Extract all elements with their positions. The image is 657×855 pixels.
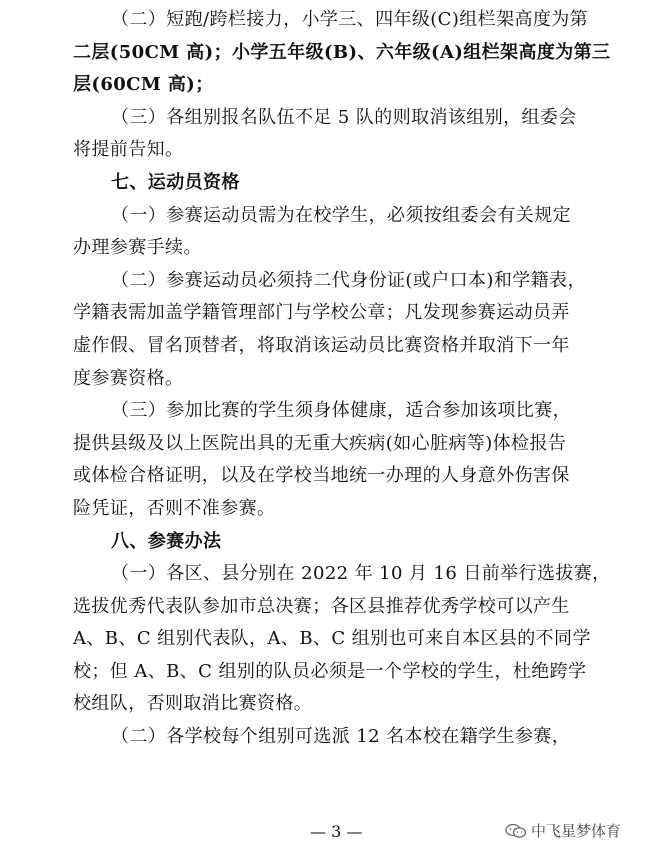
paragraph-line: 校；但 A、B、C 组别的队员必须是一个学校的学生，杜绝跨学 (73, 660, 587, 682)
wechat-icon (505, 823, 527, 839)
paragraph-line: （三）各组别报名队伍不足 5 队的则取消该组别，组委会 (111, 106, 577, 128)
paragraph-line: （二）各学校每个组别可选派 12 名本校在籍学生参赛， (111, 726, 571, 748)
page-footer (0, 816, 657, 848)
paragraph-line: 虚作假、冒名顶替者，将取消该运动员比赛资格并取消下一年 (73, 334, 570, 356)
paragraph-line: 层(60CM 高)； (73, 74, 214, 96)
paragraph-line: （三）参加比赛的学生须身体健康，适合参加该项比赛， (111, 400, 571, 422)
paragraph-line: 度参赛资格。 (73, 367, 184, 389)
brand-name: 中飞星梦体育 (531, 822, 622, 840)
paragraph-line: （一）各区、县分别在 2022 年 10 月 16 日前举行选拔赛， (111, 563, 611, 585)
section-heading: 八、参赛办法 (111, 530, 222, 552)
paragraph-line: （二）短跑/跨栏接力，小学三、四年级(C)组栏架高度为第 (111, 9, 589, 30)
paragraph-line: 二层(50CM 高)；小学五年级(B)、六年级(A)组栏架高度为第三 (73, 41, 611, 63)
paragraph-line: （二）参赛运动员必须持二代身份证(或户口本)和学籍表， (111, 269, 586, 291)
paragraph-line: 提供县级及以上医院出具的无重大疾病(如心脏病等)体检报告 (73, 432, 567, 454)
paragraph-line: （一）参赛运动员需为在校学生，必须按组委会有关规定 (111, 204, 571, 226)
page-number: — 3 — (310, 822, 363, 841)
paragraph-line: 选拔优秀代表队参加市总决赛；各区县推荐优秀学校可以产生 (73, 595, 570, 617)
paragraph-line: 将提前告知。 (73, 139, 184, 161)
paragraph-line: 学籍表需加盖学籍管理部门与学校公章；凡发现参赛运动员弄 (73, 302, 570, 324)
paragraph-line: 险凭证，否则不准参赛。 (73, 497, 276, 519)
watermark-brand (505, 820, 621, 841)
section-heading: 七、运动员资格 (111, 171, 240, 193)
paragraph-line: 或体检合格证明，以及在学校当地统一办理的人身意外伤害保 (73, 465, 570, 487)
paragraph-line: A、B、C 组别代表队，A、B、C 组别也可来自本区县的不同学 (73, 628, 591, 650)
document-page (73, 0, 611, 754)
paragraph-line: 办理参赛手续。 (73, 237, 202, 259)
paragraph-line: 校组队，否则取消比赛资格。 (73, 693, 313, 715)
